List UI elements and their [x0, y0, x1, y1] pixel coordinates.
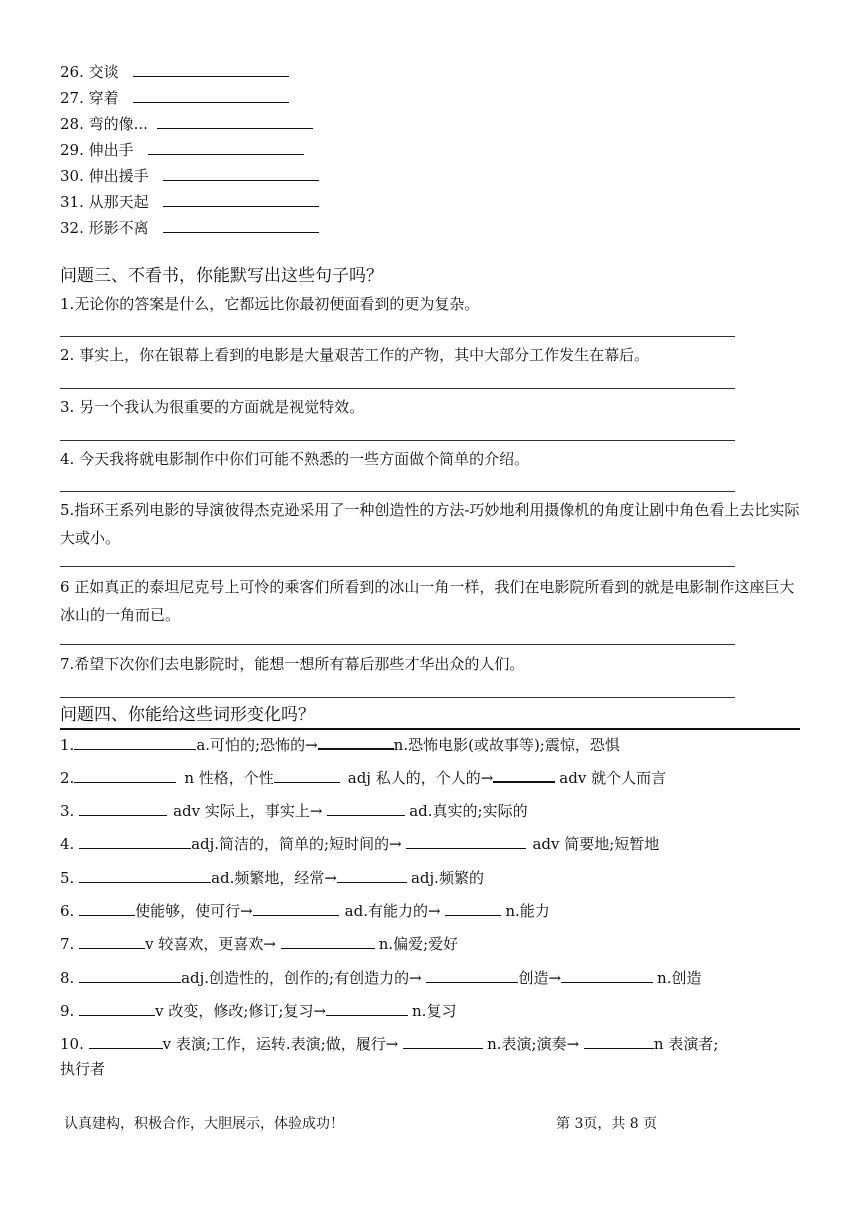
row-number: 4.	[60, 835, 80, 853]
row-text: 使能够，使可行→	[135, 902, 253, 920]
row-text: adv 实际上，事实上→	[173, 802, 328, 820]
row-text: ad.真实的;实际的	[409, 802, 528, 820]
row-text: adj.频繁的	[410, 869, 484, 887]
answer-line[interactable]	[60, 388, 735, 389]
item-number: 31.	[60, 193, 84, 211]
answer-blank[interactable]	[133, 88, 289, 103]
row-text: 创造→	[518, 969, 562, 987]
item-number: 27.	[60, 89, 84, 107]
item-text: 弯的像...	[88, 115, 148, 133]
sentence: 6 正如真正的泰坦尼克号上可怜的乘客们所看到的冰山一角一样，我们在电影院所看到的就是电影制作这座巨大冰山的一角而已。	[60, 578, 795, 624]
word-form-row	[60, 968, 701, 988]
answer-blank[interactable]	[403, 1034, 483, 1049]
vocab-item	[60, 62, 289, 82]
row-number: 3.	[60, 802, 80, 820]
row-number: 6.	[60, 902, 80, 920]
sentence: 4. 今天我将就电影制作中你们可能不熟悉的一些方面做个简单的介绍。	[60, 450, 530, 468]
row-text: n.创造	[657, 969, 702, 987]
answer-blank[interactable]	[79, 934, 145, 949]
answer-blank[interactable]	[584, 1034, 654, 1049]
vocab-item	[60, 166, 319, 186]
row-text: n.能力	[505, 902, 550, 920]
row-number: 10.	[60, 1035, 89, 1053]
row-text: v 表演;工作，运转.表演;做，履行→	[162, 1035, 404, 1053]
answer-line[interactable]	[60, 566, 735, 567]
row-text: ad.频繁地，经常→	[211, 869, 337, 887]
item-number: 32.	[60, 219, 84, 237]
answer-line[interactable]	[60, 336, 735, 337]
item-text: 伸出援手	[88, 167, 149, 185]
row-text: adv 就个人而言	[559, 769, 667, 787]
sentence: 2. 事实上，你在银幕上看到的电影是大量艰苦工作的产物，其中大部分工作发生在幕后。	[60, 346, 650, 364]
word-form-row	[60, 868, 484, 888]
word-form-row	[60, 1034, 718, 1054]
row-text: v 改变，修改;修订;复习→	[155, 1002, 327, 1020]
sentence: 3. 另一个我认为很重要的方面就是视觉特效。	[60, 398, 365, 416]
section-heading-q4: 问题四、你能给这些词形变化吗？	[60, 705, 315, 725]
row-text: n 表演者;	[653, 1035, 719, 1053]
answer-blank[interactable]	[326, 1001, 408, 1016]
answer-blank[interactable]	[163, 166, 319, 181]
footer-motto: 认真建构，积极合作，大胆展示，体验成功！	[64, 1116, 344, 1132]
answer-blank[interactable]	[281, 934, 375, 949]
item-text: 交谈	[88, 63, 119, 81]
item-text: 从那天起	[88, 193, 149, 211]
row-number: 2.	[60, 769, 75, 787]
sentence: 5.指环王系列电影的导演彼得杰克逊采用了一种创造性的方法-巧妙地利用摄像机的角度让剧中角色看上去比实际大或小。	[60, 501, 800, 547]
row-number: 7.	[60, 935, 80, 953]
answer-line[interactable]	[60, 491, 735, 492]
word-form-row-continuation: 执行者	[60, 1060, 106, 1078]
vocab-item	[60, 114, 313, 134]
item-text: 伸出手	[88, 141, 134, 159]
answer-blank[interactable]	[337, 868, 407, 883]
row-text: n.复习	[412, 1002, 457, 1020]
answer-blank[interactable]	[79, 901, 135, 916]
section-heading-q3: 问题三、不看书，你能默写出这些句子吗？	[60, 266, 383, 286]
vocab-item	[60, 192, 319, 212]
row-text: adj.创造性的，创作的;有创造力的→	[181, 969, 427, 987]
item-text: 穿着	[88, 89, 119, 107]
answer-blank[interactable]	[493, 767, 555, 783]
word-form-row	[60, 767, 666, 788]
row-text: v 较喜欢，更喜欢→	[145, 935, 281, 953]
answer-blank[interactable]	[253, 901, 339, 916]
word-form-row	[60, 734, 620, 755]
row-number: 5.	[60, 869, 80, 887]
answer-blank[interactable]	[79, 834, 191, 849]
answer-blank[interactable]	[327, 801, 405, 816]
sentence: 7.希望下次你们去电影院时，能想一想所有幕后那些才华出众的人们。	[60, 655, 525, 673]
page-number: 第 3页，共 8 页	[556, 1116, 658, 1132]
answer-blank[interactable]	[89, 1034, 163, 1049]
row-text: adv 简要地;短暂地	[532, 835, 660, 853]
answer-blank[interactable]	[163, 192, 319, 207]
row-text: n.偏爱;爱好	[378, 935, 459, 953]
sentence: 1.无论你的答案是什么，它都远比你最初便面看到的更为复杂。	[60, 295, 480, 313]
answer-blank[interactable]	[79, 968, 181, 983]
answer-blank[interactable]	[157, 114, 313, 129]
vocab-item	[60, 88, 289, 108]
answer-blank[interactable]	[318, 734, 394, 750]
row-text: ad.有能力的→	[344, 902, 446, 920]
row-text: adj.简洁的，简单的;短时间的→	[191, 835, 407, 853]
answer-blank[interactable]	[274, 768, 340, 783]
answer-blank[interactable]	[163, 218, 319, 233]
answer-blank[interactable]	[561, 968, 653, 983]
answer-blank[interactable]	[79, 1001, 155, 1016]
answer-blank[interactable]	[79, 801, 167, 816]
item-number: 29.	[60, 141, 84, 159]
answer-blank[interactable]	[74, 768, 176, 783]
word-form-row	[60, 1001, 456, 1021]
answer-blank[interactable]	[148, 140, 304, 155]
answer-blank[interactable]	[406, 834, 526, 849]
item-text: 形影不离	[88, 219, 149, 237]
answer-blank[interactable]	[79, 868, 211, 883]
item-number: 30.	[60, 167, 84, 185]
row-text: n.表演;演奏→	[487, 1035, 584, 1053]
item-number: 26.	[60, 63, 84, 81]
word-form-row	[60, 801, 528, 821]
answer-blank[interactable]	[133, 62, 289, 77]
answer-blank[interactable]	[426, 968, 518, 983]
row-text: n 性格，个性	[184, 769, 274, 787]
row-number: 9.	[60, 1002, 80, 1020]
row-text: n.恐怖电影(或故事等);震惊，恐惧	[393, 736, 620, 754]
answer-line[interactable]	[60, 440, 735, 441]
answer-blank[interactable]	[74, 735, 196, 750]
answer-line[interactable]	[60, 697, 735, 698]
row-number: 1.	[60, 736, 75, 754]
vocab-item	[60, 140, 304, 160]
word-form-row	[60, 934, 458, 954]
vocab-item	[60, 218, 319, 238]
answer-line[interactable]	[60, 644, 735, 645]
section-divider	[60, 728, 800, 730]
item-number: 28.	[60, 115, 84, 133]
answer-blank[interactable]	[445, 901, 501, 916]
row-number: 8.	[60, 969, 80, 987]
row-text: adj 私人的，个人的→	[347, 769, 494, 787]
row-text: a.可怕的;恐怖的→	[196, 736, 318, 754]
word-form-row	[60, 901, 550, 921]
word-form-row	[60, 834, 659, 854]
